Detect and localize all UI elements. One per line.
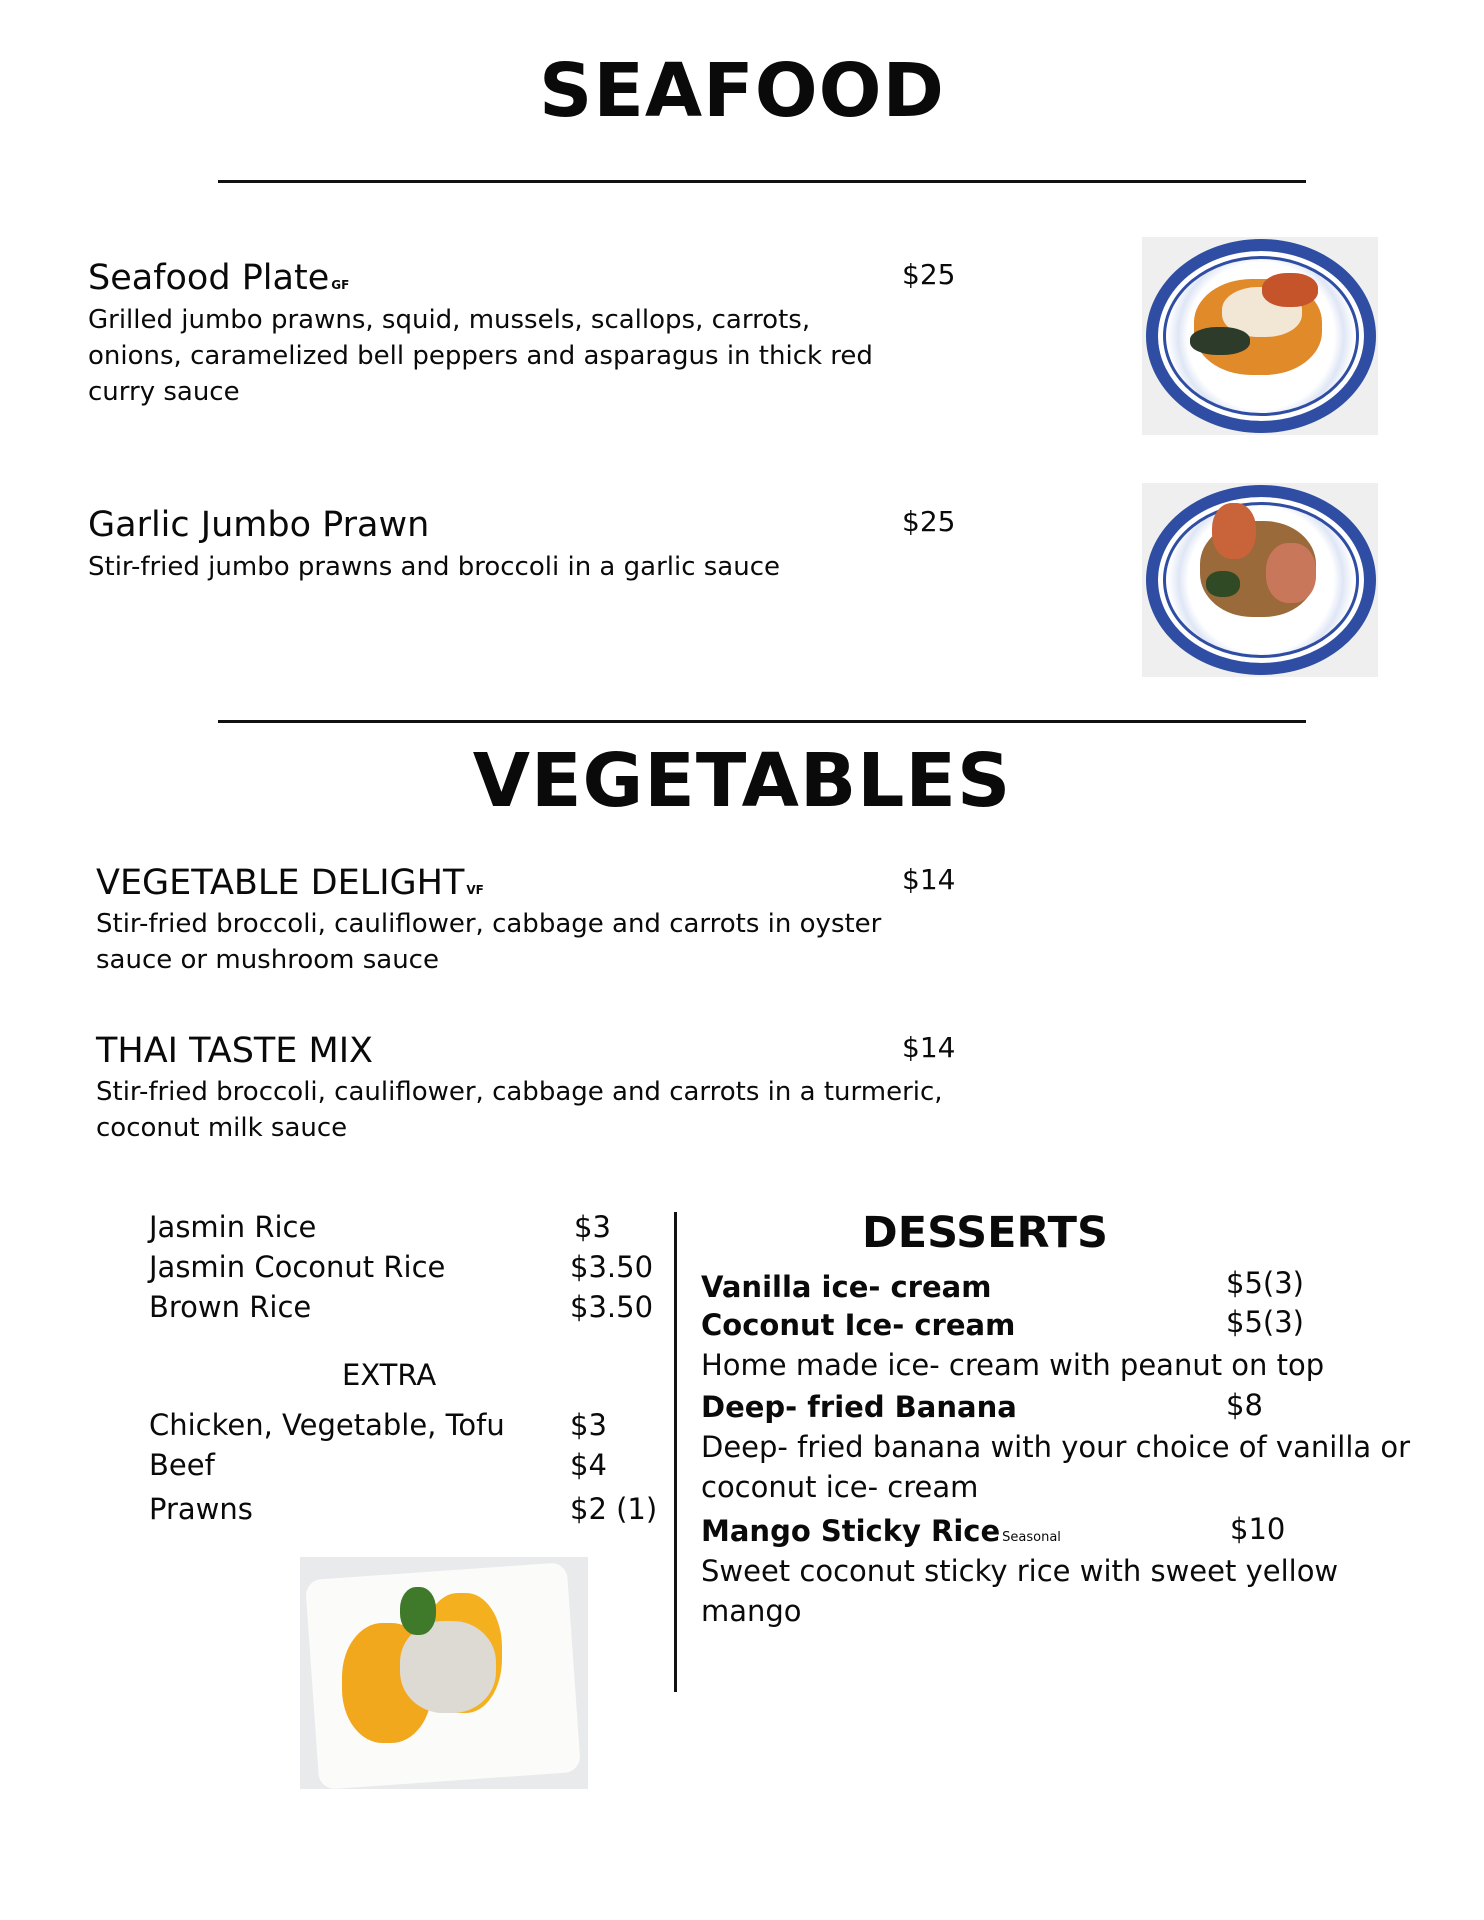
dessert-item-description: Home made ice- cream with peanut on top [701,1348,1325,1382]
vegetable-delight-name: VEGETABLE DELIGHT VF [96,863,484,903]
seafood-plate-price: $25 [902,258,956,291]
gf-tag: GF [331,278,350,292]
dessert-item-name: Deep- fried Banana [701,1390,1017,1424]
desserts-heading: DESSERTS [862,1208,1108,1258]
vegetable-delight-price: $14 [902,863,956,896]
rice-item-price: $3.50 [570,1250,654,1284]
extra-item-price: $3 [570,1408,607,1442]
extra-item-name: Chicken, Vegetable, Tofu [149,1408,505,1442]
extra-item-name: Beef [149,1448,215,1482]
dessert-item-price: $10 [1230,1512,1286,1546]
dessert-item-name: Coconut Ice- cream [701,1308,1016,1342]
garlic-jumbo-prawn-price: $25 [902,505,956,538]
seafood-heading: SEAFOOD [539,48,945,134]
dessert-item-name: Vanilla ice- cream [701,1270,992,1304]
seafood-plate-photo [1142,237,1378,435]
rice-item-price: $3 [574,1210,611,1244]
rice-item-price: $3.50 [570,1290,654,1324]
garlic-prawn-photo [1142,483,1378,677]
seafood-plate-name: Seafood Plate GF [88,258,350,298]
garlic-jumbo-prawn-description: Stir-fried jumbo prawns and broccoli in a garlic sauce [88,552,781,582]
extra-heading: EXTRA [342,1358,437,1392]
dessert-item-description: Sweet coconut sticky rice with sweet yellow mango [701,1554,1339,1628]
garlic-jumbo-prawn-name: Garlic Jumbo Prawn [88,505,430,545]
extra-item-name: Prawns [149,1492,253,1526]
seasonal-tag: Seasonal [1002,1530,1061,1545]
desserts-column-divider [674,1212,677,1692]
vegetable-delight-description: Stir-fried broccoli, cauliflower, cabbage and carrots in oyster sauce or mushroom sauce [96,909,882,975]
vf-tag: VF [466,883,484,897]
dessert-item-description: Deep- fried banana with your choice of vanilla or coconut ice- cream [701,1430,1411,1504]
vegetables-heading: VEGETABLES [472,738,1012,824]
dessert-item-price: $5(3) [1226,1266,1304,1300]
seafood-bottom-divider [218,720,1306,723]
thai-taste-mix-description: Stir-fried broccoli, cauliflower, cabbage and carrots in a turmeric, coconut milk sauce [96,1077,943,1143]
thai-taste-mix-name: THAI TASTE MIX [96,1031,374,1071]
rice-item-name: Jasmin Rice [149,1210,317,1244]
dessert-item-price: $5(3) [1226,1305,1304,1339]
dessert-item-name: Mango Sticky Rice Seasonal [701,1514,1061,1548]
rice-item-name: Brown Rice [149,1290,312,1324]
dessert-item-price: $8 [1226,1388,1263,1422]
mango-sticky-rice-photo [300,1557,588,1789]
extra-item-price: $4 [570,1448,607,1482]
extra-item-price: $2 (1) [570,1492,658,1526]
rice-item-name: Jasmin Coconut Rice [149,1250,446,1284]
thai-taste-mix-price: $14 [902,1031,956,1064]
seafood-plate-description: Grilled jumbo prawns, squid, mussels, scallops, carrots, onions, caramelized bell peppers and asparagus in thick red curry sauce [88,305,873,407]
seafood-top-divider [218,180,1306,183]
